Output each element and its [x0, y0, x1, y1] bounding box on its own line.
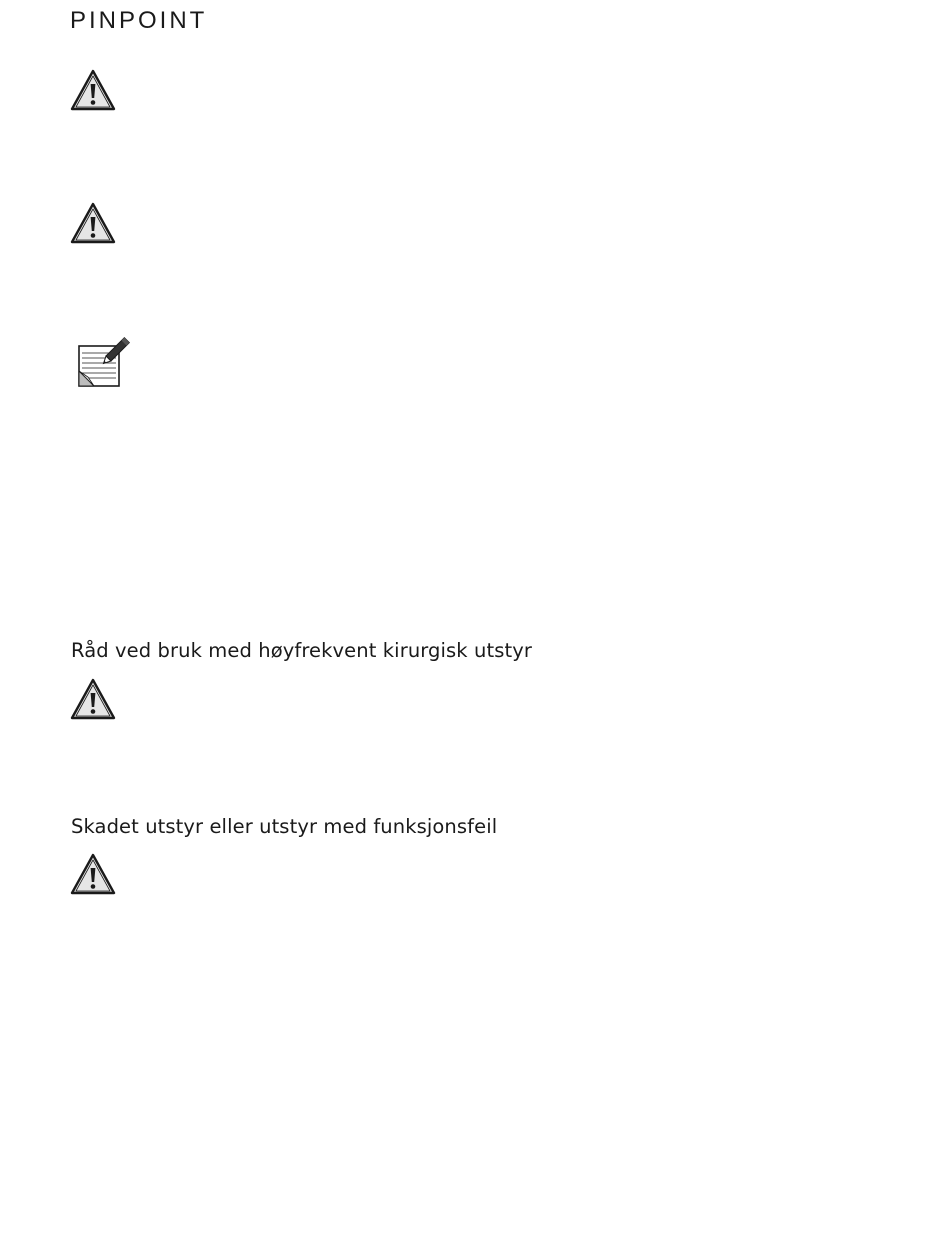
warning-icon [70, 202, 116, 244]
warning-icon [70, 853, 116, 895]
section-heading-damaged-equipment: Skadet utstyr eller utstyr med funksjonsfeil [71, 815, 498, 838]
section-heading-hf-surgical: Råd ved bruk med høyfrekvent kirurgisk utstyr [71, 639, 532, 662]
note-pencil-icon [76, 335, 130, 389]
pinpoint-logo: PINPOINT [70, 7, 208, 34]
warning-icon [70, 69, 116, 111]
warning-icon [70, 678, 116, 720]
